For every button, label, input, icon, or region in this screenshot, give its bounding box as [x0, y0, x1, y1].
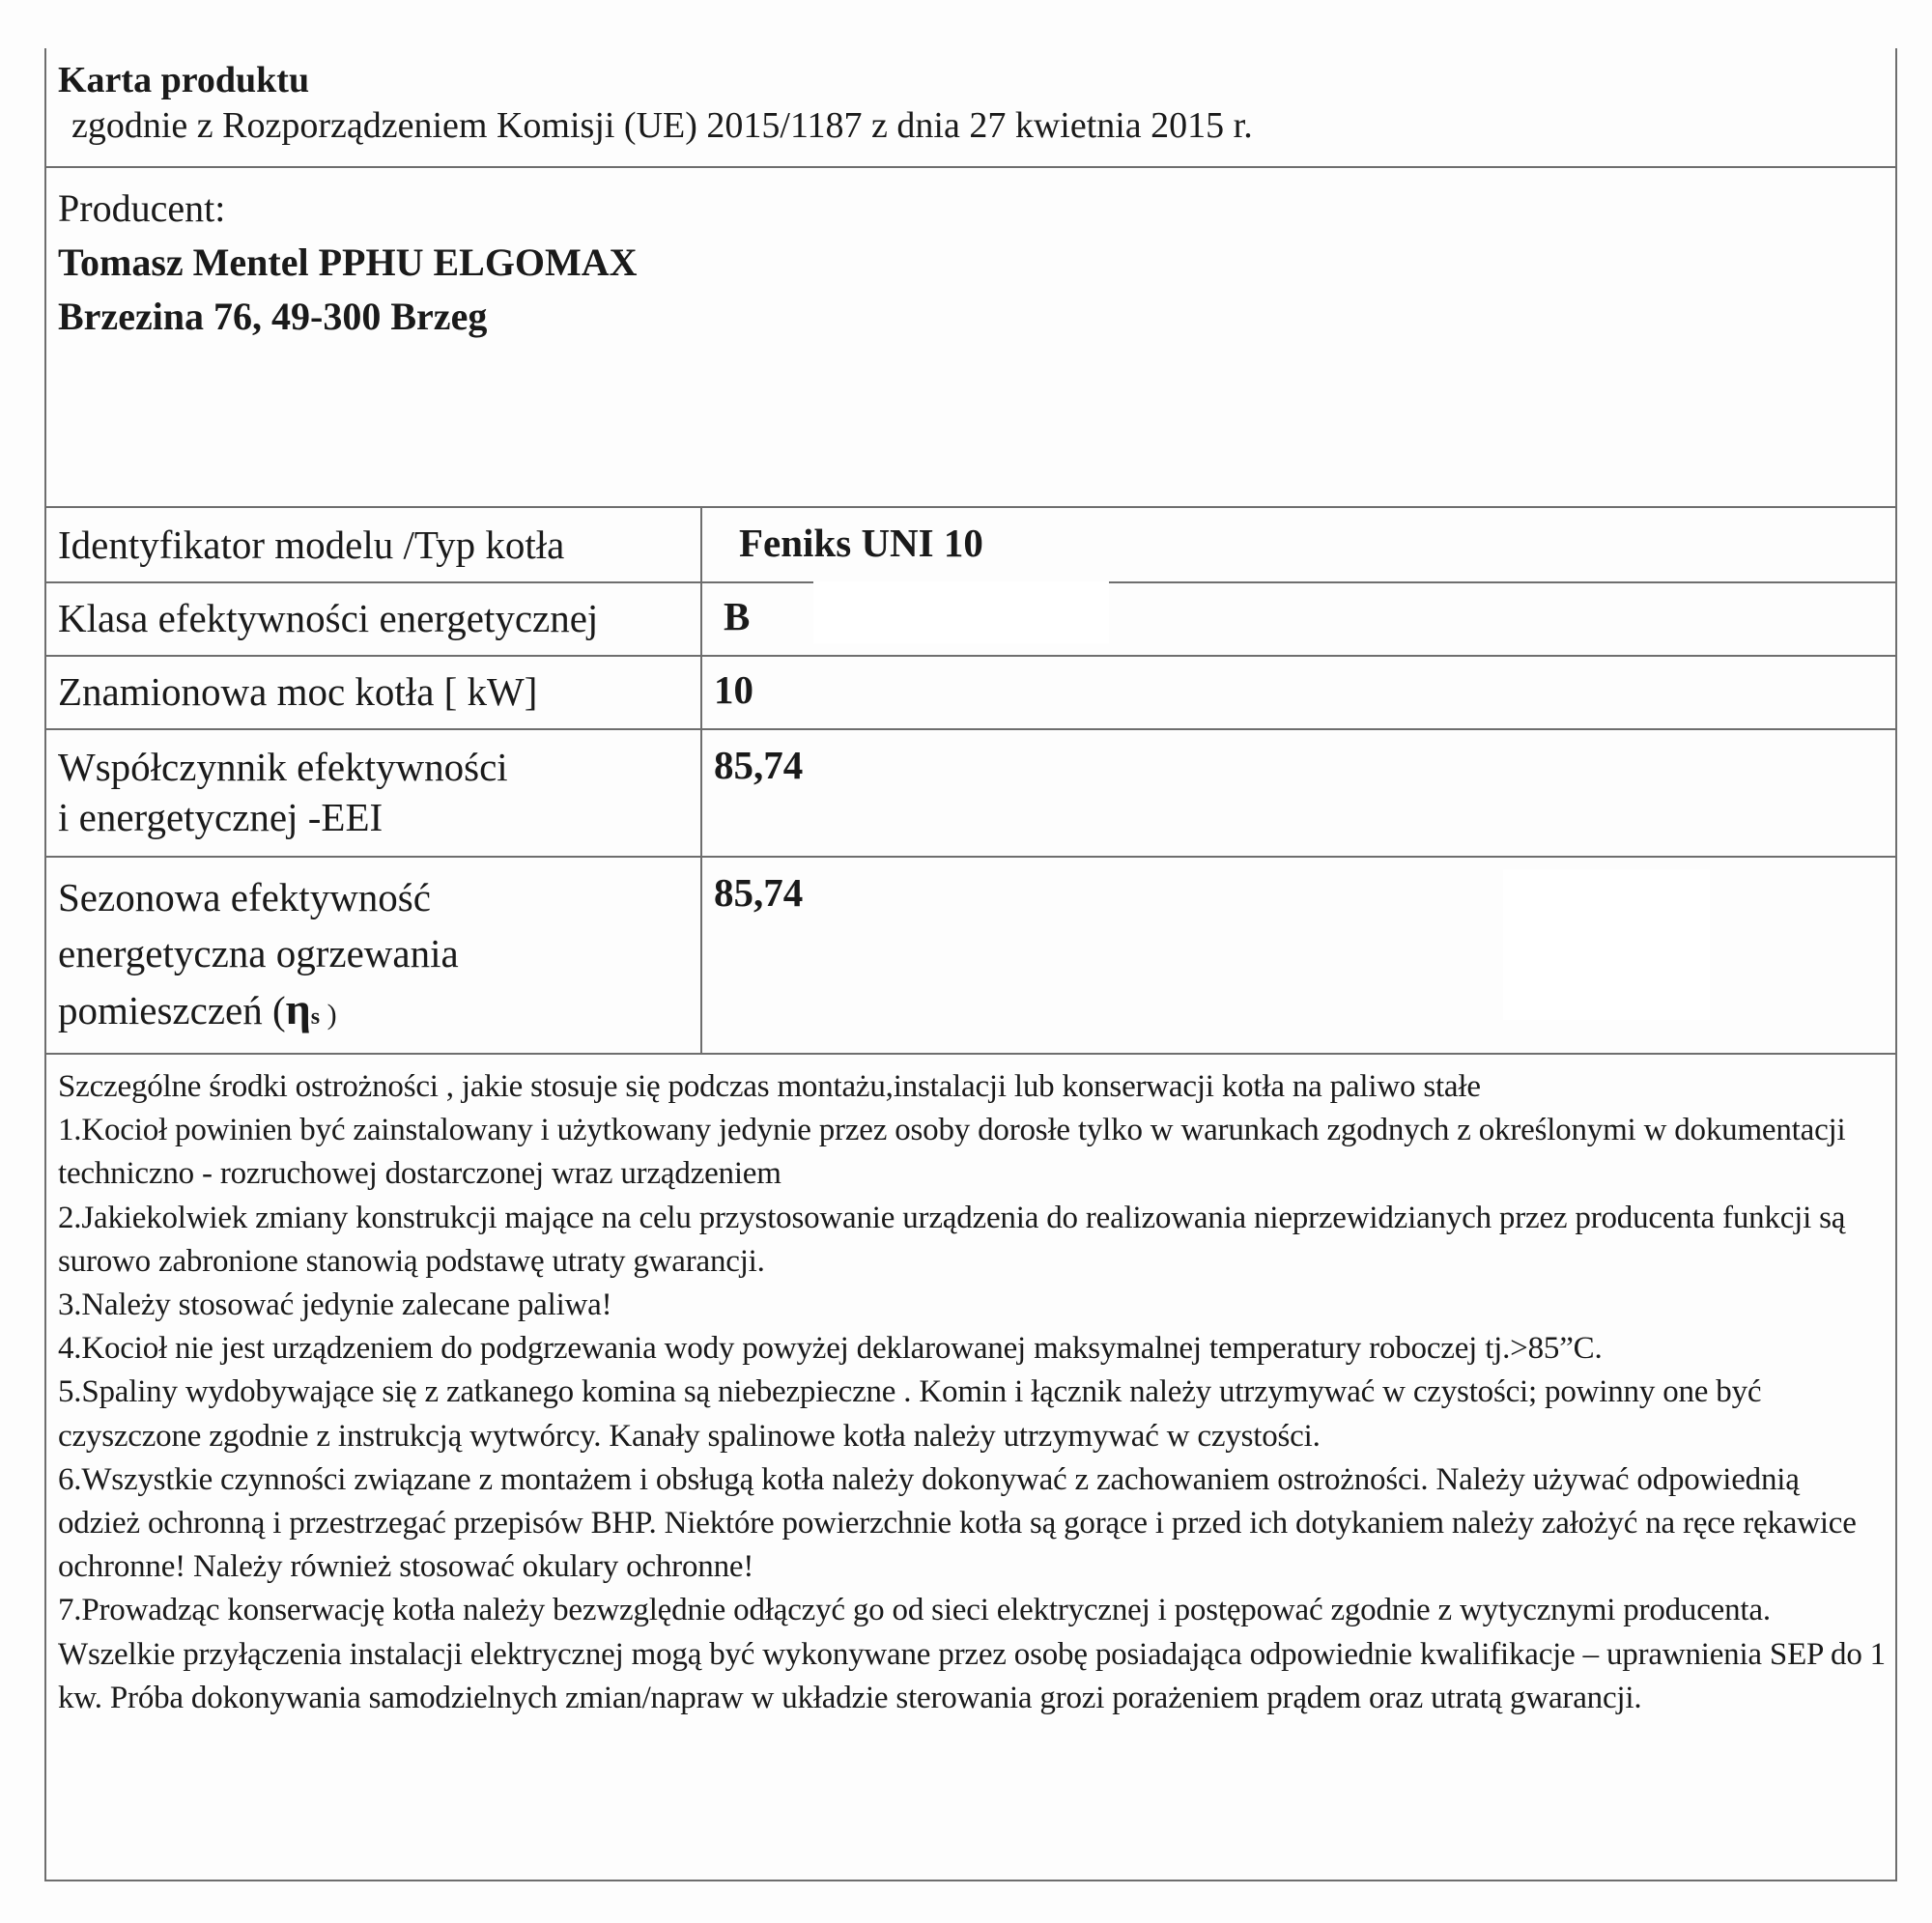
note-item-2: 2.Jakiekolwiek zmiany konstrukcji mające na celu przystosowanie urządzenia do realizowania nieprzewidzianych przez producenta funkcji są surowo zabronione stanowią podstawę utraty gwarancji. — [58, 1200, 1846, 1279]
spec-value-eei: 85,74 — [701, 729, 1895, 857]
notes-heading: Szczególne środki ostrożności , jakie stosuje się podczas montażu,instalacji lub konserwacji kotła na paliwo stałe — [58, 1069, 1481, 1104]
eta-subscript: s — [310, 1004, 321, 1030]
spec-label-seasonal-line2: energetyczna ogrzewania — [58, 931, 459, 976]
redaction-patch — [1503, 869, 1710, 1020]
closing-paren: ) — [320, 999, 337, 1031]
card-title: Karta produktu — [58, 60, 310, 100]
producer-name: Tomasz Mentel PPHU ELGOMAX — [58, 240, 638, 284]
note-item-1: 1.Kocioł powinien być zainstalowany i użytkowany jedynie przez osoby dorosłe tylko w warunkach zgodnych z określonymi w dokumentacji techniczno - rozruchowej dostarczonej wraz urządzeniem — [58, 1113, 1846, 1192]
spec-label-model: Identyfikator modelu /Typ kotła — [46, 508, 701, 582]
spec-label-eei — [46, 729, 701, 857]
card-header — [46, 48, 1895, 168]
spec-value-rated-power: 10 — [701, 656, 1895, 729]
redaction-patch — [813, 581, 1109, 643]
note-item-3: 3.Należy stosować jedynie zalecane paliwa! — [58, 1287, 612, 1323]
note-item-4: 4.Kocioł nie jest urządzeniem do podgrzewania wody powyżej deklarowanej maksymalnej temperatury roboczej tj.>85”C. — [58, 1331, 1603, 1367]
spec-label-energy-class: Klasa efektywności energetycznej — [46, 582, 701, 656]
spec-label-rated-power: Znamionowa moc kotła [ kW] — [46, 656, 701, 729]
spec-label-seasonal-line3-text: pomieszczeń ( — [58, 988, 286, 1032]
spec-label-eei-line2: i energetycznej -EEI — [58, 795, 384, 839]
spec-label-seasonal-line3 — [58, 981, 700, 1045]
regulation-subtitle: zgodnie z Rozporządzeniem Komisji (UE) 2015/1187 z dnia 27 kwietnia 2015 r. — [71, 105, 1253, 146]
safety-notes — [46, 1054, 1895, 1720]
spec-label-seasonal-line1: Sezonowa efektywność — [58, 875, 431, 919]
table-row — [46, 656, 1895, 729]
note-item-7: 7.Prowadząc konserwację kotła należy bezwzględnie odłączyć go od sieci elektrycznej i postępować zgodnie z wytycznymi producenta. Wszelkie przyłączenia instalacji elektrycznej mogą być wykonywane przez osobę posiadająca odpowiednie kwalifikacje – uprawnienia SEP do 1 kw. Próba dokonywania samodzielnych zmian/napraw w układzie sterowania grozi porażeniem prądem oraz utratą gwarancji. — [58, 1593, 1886, 1715]
producer-label: Producent: — [58, 186, 226, 230]
spec-value-energy-class: B — [701, 582, 1895, 656]
producer-section — [46, 168, 1895, 508]
table-row — [46, 729, 1895, 857]
producer-address: Brzezina 76, 49-300 Brzeg — [58, 295, 488, 338]
spec-value-seasonal-efficiency: 85,74 — [701, 857, 1895, 1054]
table-row — [46, 508, 1895, 582]
spec-label-eei-line1: Współczynnik efektywności — [58, 745, 508, 789]
note-item-6: 6.Wszystkie czynności związane z montażem i obsługą kotła należy dokonywać z zachowaniem ostrożności. Należy używać odpowiednią odzież ochronną i przestrzegać przepisów BHP. Niektóre powierzchnie kotła są gorące i przed ich dotykaniem należy założyć na ręce rękawice ochronne! Należy również stosować okulary ochronne! — [58, 1461, 1857, 1585]
spec-value-model: Feniks UNI 10 — [701, 508, 1895, 582]
spec-label-seasonal-efficiency — [46, 857, 701, 1054]
eta-symbol: η — [285, 984, 311, 1033]
note-item-5: 5.Spaliny wydobywające się z zatkanego komina są niebezpieczne . Komin i łącznik należy utrzymywać w czystości; powinny one być czyszczone zgodnie z instrukcją wytwórcy. Kanały spalinowe kotła należy utrzymywać w czystości. — [58, 1374, 1762, 1454]
